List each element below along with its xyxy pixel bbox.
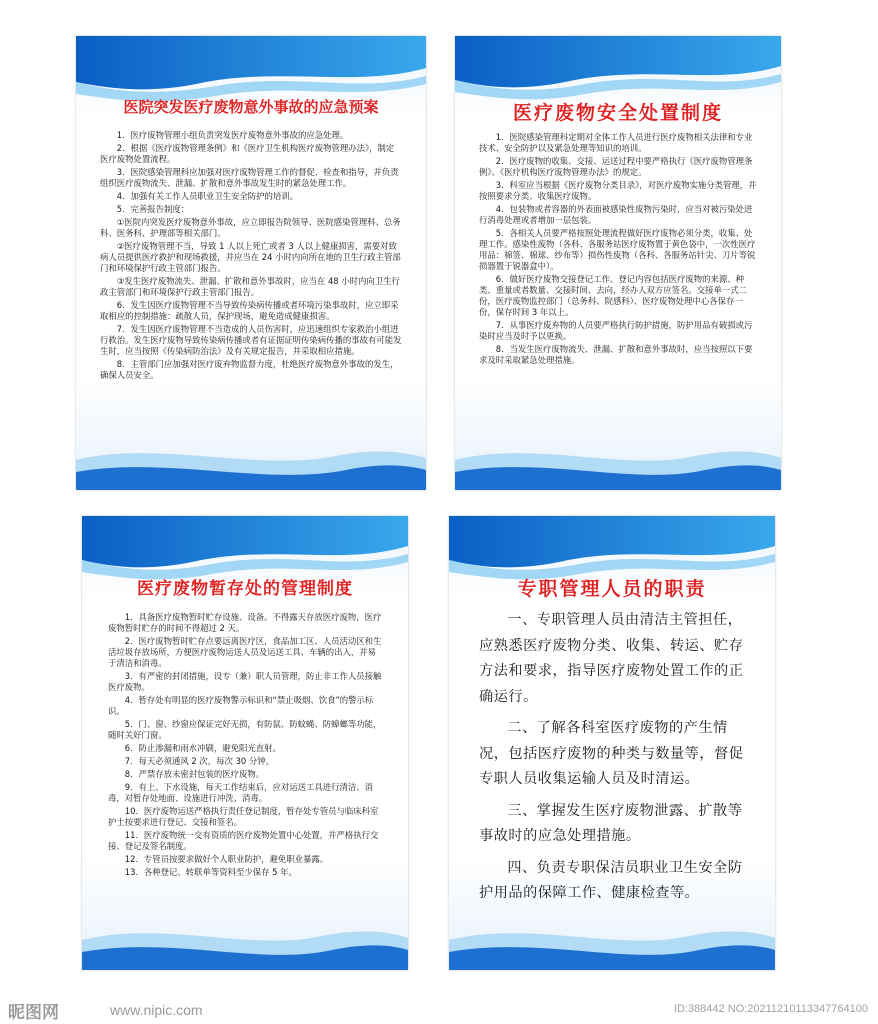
list-item: 5．门、窗、纱窗应保证完好无损，有防鼠、防蚊蝇、防蟑螂等功能，随时关好门窗。 xyxy=(108,719,382,740)
watermark-site-url: www.nipic.com xyxy=(110,1002,203,1018)
list-item: 12．专管员按要求做好个人职业防护，避免职业暴露。 xyxy=(124,854,329,864)
list-item: 2．根据《医疗废物管理条例》和《医疗卫生机构医疗废物管理办法》，制定医疗废物处置流程。 xyxy=(100,143,395,164)
list-item: 1．具备医疗废物暂时贮存设施、设备。不得露天存放医疗废物，医疗废物暂时贮存的时间不得超过 2 天。 xyxy=(108,612,382,633)
list-item: 2．医疗废物暂时贮存点要远离医疗区，食品加工区、人员活动区和生活垃圾存放场所，方便医疗废物运送人员及运送工具、车辆的出入，并易于清洁和消毒。 xyxy=(108,636,382,668)
watermark-footer xyxy=(0,994,878,1024)
board-title: 医疗废物安全处置制度 xyxy=(512,102,723,124)
list-item: 6．做好医疗废物交接登记工作。登记内容包括医疗废物的来源、种类、重量或者数量、交接时间、去向，经办人双方应签名。交接单一式二份，医疗废物监控部门（总务科、院感科）、医疗废物处理中心各保存一份，保存时间 3 年以上。 xyxy=(479,274,747,317)
watermark-logo: 昵图网 xyxy=(8,1003,59,1023)
board-safe-disposal xyxy=(455,36,781,490)
list-item: 三、掌握发生医疗废物泄露、扩散等事故时的应急处理措施。 xyxy=(479,802,743,844)
list-item: 10．医疗废物运送严格执行责任登记制度，暂存处专管员与临床科室护士按要求进行登记、交接和签名。 xyxy=(108,806,379,827)
list-item: 11．医疗废物统一交有资质的医疗废物处置中心处置，并严格执行交接、登记及签名制度。 xyxy=(108,830,379,851)
list-item: 4．包装物或者容器的外表面被感染性废物污染时，应当对被污染处进行消毒处理或者增加一层包装。 xyxy=(479,204,753,225)
list-item: 2．医疗废物的收集、交接、运送过程中要严格执行《医疗废物管理条例》、《医疗机构医疗废物管理办法》的规定。 xyxy=(479,156,753,177)
list-item: 3．医院感染管理科应加强对医疗废物管理工作的督促、检查和指导，并负责组织医疗废物流失、泄漏、扩散和意外事故发生时的紧急处理工作。 xyxy=(100,167,399,188)
list-item: 5．各相关人员要严格按照处理流程做好医疗废物必须分类，收集、处理工作。感染性废物（各科、各服务站医疗废物置于黄色袋中，一次性医疗用品：棉签、棉球、纱布等）损伤性废物（各科、各服务站针尖、刀片等锐损器置于锐器盒中）。 xyxy=(479,228,756,271)
list-item: 13．各种登记、转联单等资料至少保存 5 年。 xyxy=(124,867,297,877)
image-id-label: ID:388442 NO:20211210113347764100 xyxy=(673,1003,868,1015)
list-item: 二、了解各科室医疗废物的产生情况，包括医疗废物的种类与数量等，督促专职人员收集运输人员及时清运。 xyxy=(479,720,744,787)
board-emergency-plan xyxy=(76,36,426,490)
board-title: 医疗废物暂存处的管理制度 xyxy=(137,579,353,599)
list-item: 5．完善报告制度： xyxy=(116,204,190,214)
list-item: 6．发生因医疗废物管理不当导致传染病传播或者环境污染事故时，应立即采取相应的控制措施：疏散人员，保护现场，避免造成健康损害。 xyxy=(100,300,399,321)
list-item: ①医院内突发医疗废物意外事故，应立即报告院领导、医院感染管理科、总务科、医务科、护理部等相关部门。 xyxy=(100,217,401,238)
bottom-wave-decoration xyxy=(76,430,426,490)
list-item: 1．医疗废物管理小组负责突发医疗废物意外事故的应急处理。 xyxy=(116,130,349,140)
list-item: ③发生医疗废物流失、泄漏、扩散和意外事故时，应当在 48 小时内向卫生行政主管部门和环境保护行政主管部门报告。 xyxy=(100,276,400,297)
list-item: 一、专职管理人员由清洁主管担任，应熟悉医疗废物分类、收集、转运、贮存方法和要求，指导医疗废物处置工作的正确运行。 xyxy=(479,612,744,705)
list-item: 4．暂存处有明显的医疗废物警示标识和“禁止吸烟、饮食”的警示标识。 xyxy=(108,695,374,716)
list-item: 7．从事医疗废弃物的人员要严格执行防护措施，防护用品有破损或污染时应当及时予以更换。 xyxy=(479,320,753,341)
list-item: 四、负责专职保洁员职业卫生安全防护用品的保障工作、健康检查等。 xyxy=(479,859,743,901)
list-item: 8．严禁存放未密封包装的医疗废物。 xyxy=(124,769,265,779)
bottom-wave-decoration xyxy=(82,910,408,970)
list-item: 8．主管部门应加强对医疗废弃物监督力度，杜绝医疗废物意外事故的发生，确保人员安全。 xyxy=(100,359,399,380)
list-item: 1．医院感染管理科定期对全体工作人员进行医疗废物相关法律和专业技术、安全防护以及紧急处理等知识的培训。 xyxy=(479,132,753,153)
board-storage-management xyxy=(82,516,408,970)
bottom-wave-decoration xyxy=(455,430,781,490)
board-content xyxy=(479,608,749,913)
board-title: 医院突发医疗废物意外事故的应急预案 xyxy=(123,98,379,116)
list-item: 3．科室应当根据《医疗废物分类目录》，对医疗废物实施分类管理，并按照要求分类、收集医疗废物。 xyxy=(479,180,757,201)
board-content xyxy=(108,612,384,880)
list-item: 8．当发生医疗废物流失、泄漏、扩散和意外事故时，应当按照以下要求及时采取紧急处理措施。 xyxy=(479,344,753,365)
list-item: 4．加强有关工作人员职业卫生安全防护的培训。 xyxy=(116,191,298,201)
list-item: 6．防止渗漏和雨水冲刷，避免阳光直射。 xyxy=(124,743,281,753)
list-item: 7．每天必须通风 2 次，每次 30 分钟。 xyxy=(124,756,275,766)
list-item: ②医疗废物管理不当，导致 1 人以上死亡或者 3 人以上健康损害，需要对致病人员提供医疗救护和现场救援，并应当在 24 小时内向所在地的卫生行政主管部门和环境保护行政主管部门报告。 xyxy=(100,241,401,273)
list-item: 7．发生因医疗废物管理不当造成的人员伤害时，应迅速组织专家救治小组进行救治。发生医疗废物导致传染病传播或者有证据证明传染病传播的事故有可能发生时，应当按照《传染病防治法》及有关规定报告，并采取相应措施。 xyxy=(100,324,402,356)
board-manager-duties xyxy=(449,516,775,970)
list-item: 9．有上、下水设施，每天工作结束后，应对运送工具进行清洁、消毒，对暂存处地面、设施进行冲洗、消毒。 xyxy=(108,782,373,803)
board-content xyxy=(100,130,402,383)
bottom-wave-decoration xyxy=(449,910,775,970)
board-content xyxy=(479,132,759,368)
list-item: 3．有严密的封闭措施，设专（兼）职人员管理，防止非工作人员接触医疗废物。 xyxy=(108,671,382,692)
board-title: 专职管理人员的职责 xyxy=(517,578,707,600)
